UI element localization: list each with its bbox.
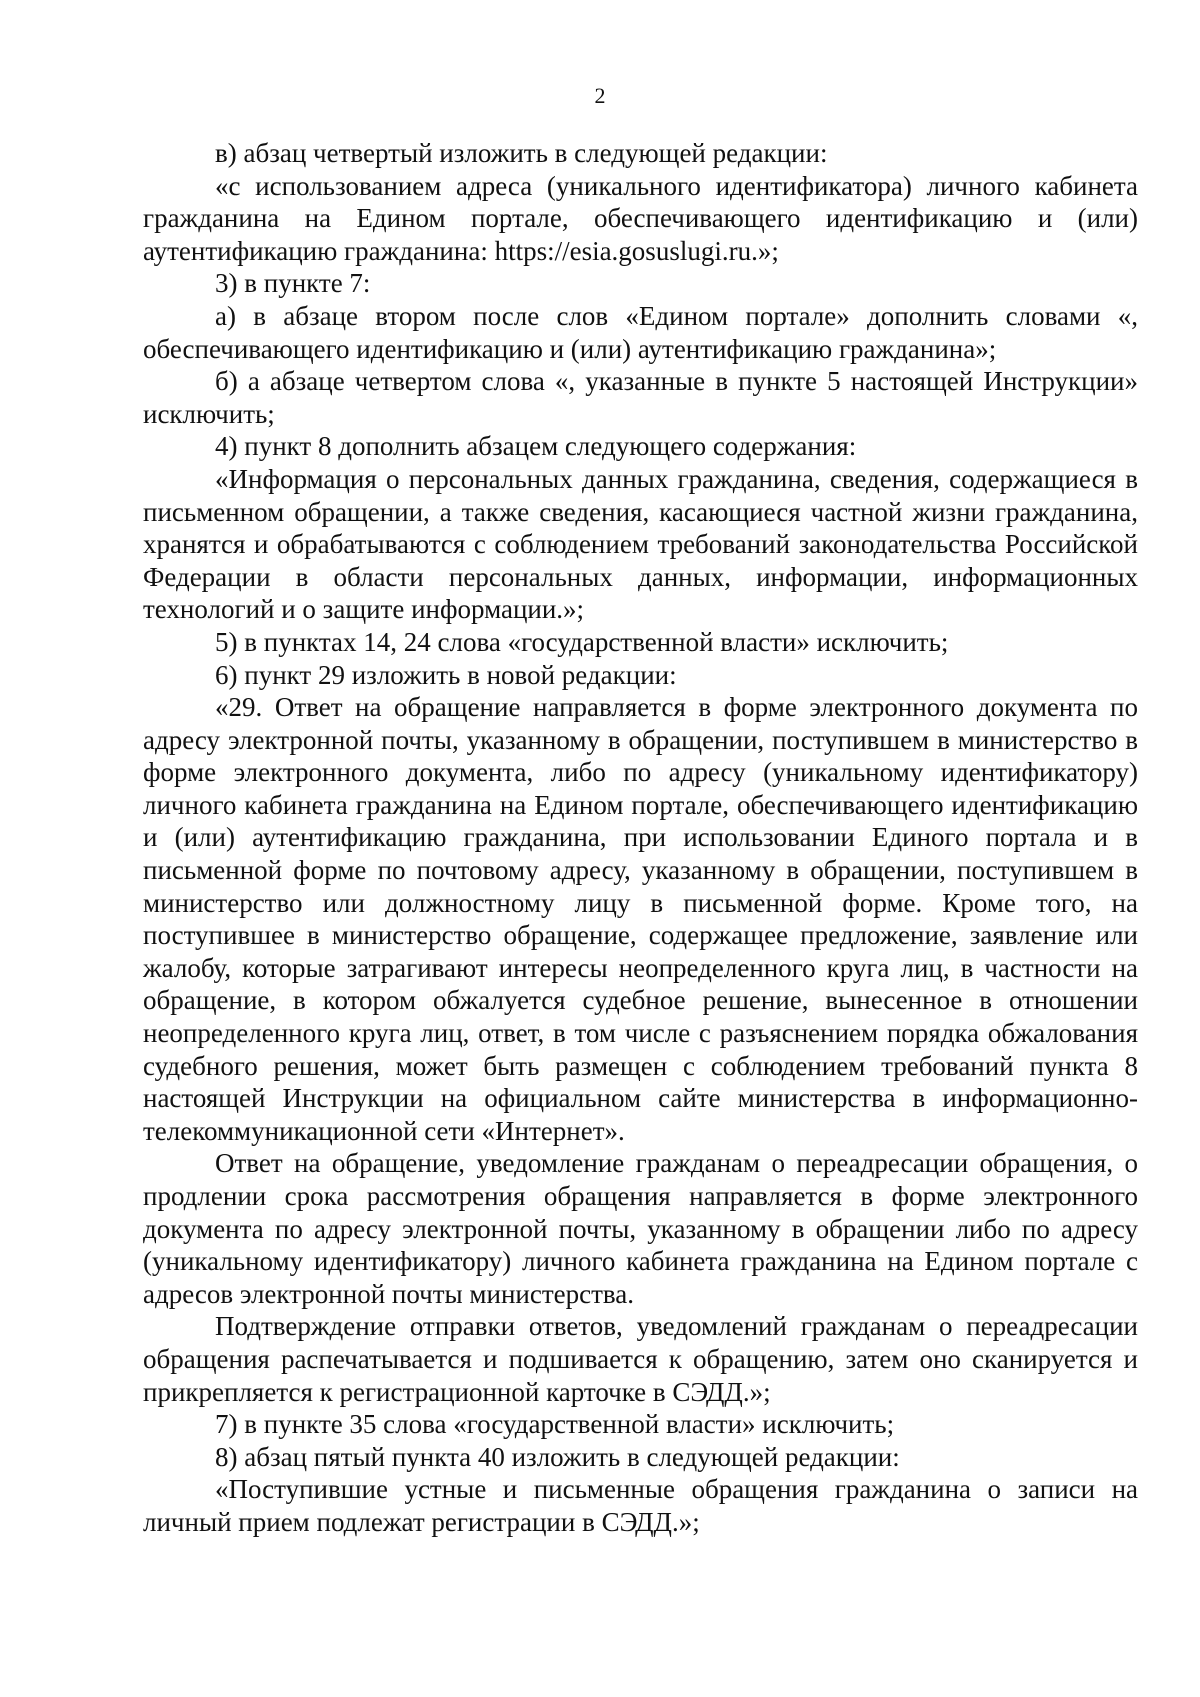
paragraph: 4) пункт 8 дополнить абзацем следующего содержания: bbox=[215, 431, 857, 462]
paragraph: а) в абзаце втором после слов «Едином портале» дополнить словами «, обеспечивающего идентификацию и (или) аутентификацию гражданина»; bbox=[143, 300, 1138, 364]
paragraph: 8) абзац пятый пункта 40 изложить в следующей редакции: bbox=[215, 1441, 900, 1472]
paragraph: б) а абзаце четвертом слова «, указанные в пункте 5 настоящей Инструкции» исключить; bbox=[143, 366, 1138, 429]
paragraph: «Информация о персональных данных гражданина, сведения, содержащиеся в письменном обращении, а также сведения, касающиеся частной жизни гражданина, хранятся и обрабатываются с соблюдением требований законодательства Российской Федерации в области персональных данных, информации, информационных технологий и о защите информации.»; bbox=[143, 463, 1138, 625]
paragraph: 7) в пункте 35 слова «государственной власти» исключить; bbox=[215, 1409, 895, 1440]
paragraph: в) абзац четвертый изложить в следующей редакции: bbox=[215, 138, 828, 168]
paragraph: «с использованием адреса (уникального идентификатора) личного кабинета гражданина на Едином портале, обеспечивающего идентификацию и (или) аутентификацию гражданина: https://esia.gosuslugi.ru.»; bbox=[143, 170, 1138, 266]
paragraph: 6) пункт 29 изложить в новой редакции: bbox=[215, 659, 677, 690]
paragraph: «Поступившие устные и письменные обращения гражданина о записи на личный прием подлежат регистрации в СЭДД.»; bbox=[143, 1474, 1138, 1537]
paragraph: Ответ на обращение, уведомление гражданам о переадресации обращения, о продлении срока рассмотрения обращения направляется в форме электронного документа по адресу электронной почты, указанному в обращении либо по адресу (уникальному идентификатору) личного кабинета гражданина на Едином портале с адресов электронной почты министерства. bbox=[143, 1148, 1138, 1309]
document-body bbox=[143, 137, 1138, 1539]
paragraph: 5) в пунктах 14, 24 слова «государственной власти» исключить; bbox=[215, 626, 949, 657]
paragraph: Подтверждение отправки ответов, уведомлений гражданам о переадресации обращения распечатывается и подшивается к обращению, затем оно сканируется и прикрепляется к регистрационной карточке в СЭДД.»; bbox=[143, 1311, 1138, 1407]
paragraph: 3) в пункте 7: bbox=[215, 268, 371, 299]
page-number: 2 bbox=[594, 83, 606, 108]
paragraph: «29. Ответ на обращение направляется в форме электронного документа по адресу электронной почты, указанному в обращении, поступившем в министерство в форме электронного документа, либо по адресу (уникальному идентификатору) личного кабинета гражданина на Едином портале, обеспечивающего идентификацию и (или) аутентификацию гражданина, при использовании Единого портала и в письменной форме по почтовому адресу, указанному в обращении, поступившем в министерство или должностному лицу в письменной форме. Кроме того, на поступившее в министерство обращение, содержащее предложение, заявление или жалобу, которые затрагивают интересы неопределенного круга лиц, в частности на обращение, в котором обжалуется судебное решение, вынесенное в отношении неопределенного круга лиц, ответ, в том числе с разъяснением порядка обжалования судебного решения, может быть размещен с соблюдением требований пункта 8 настоящей Инструкции на официальном сайте министерства в информационно-телекоммуникационной сети «Интернет». bbox=[143, 692, 1138, 1146]
